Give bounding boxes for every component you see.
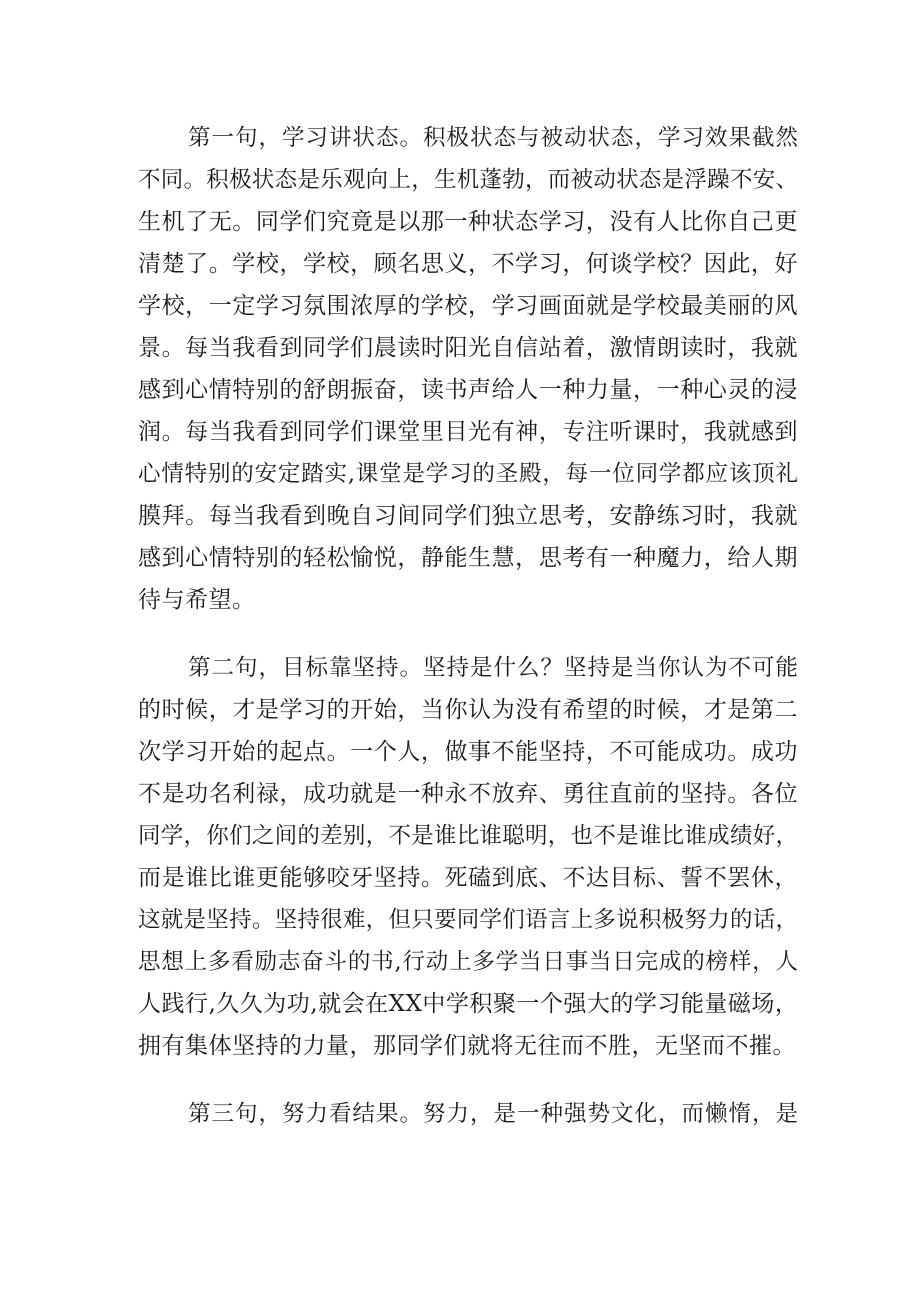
paragraph-1-line-7: 感到心情特别的舒朗振奋，读书声给人一种力量，一种心灵的浸: [138, 377, 798, 403]
paragraph-2-line-9: 人践行,久久为功,就会在XX中学积聚一个强大的学习能量磁场，: [138, 991, 799, 1017]
paragraph-2-line-7: 这就是坚持。坚持很难，但只要同学们语言上多说积极努力的话，: [138, 907, 798, 933]
paragraph-1-line-12: 待与希望。: [138, 587, 256, 613]
paragraph-1-line-10: 膜拜。每当我看到晚自习间同学们独立思考，安静练习时，我就: [138, 503, 798, 529]
paragraph-1-line-11: 感到心情特别的轻松愉悦，静能生慧，思考有一种魔力，给人期: [138, 545, 798, 571]
paragraph-2-line-3: 次学习开始的起点。一个人，做事不能坚持，不可能成功。成功: [138, 739, 798, 765]
paragraph-2-line-10: 拥有集体坚持的力量，那同学们就将无往而不胜，无坚而不摧。: [138, 1033, 796, 1059]
paragraph-2-line-2: 的时候，才是学习的开始，当你认为没有希望的时候，才是第二: [138, 697, 798, 723]
paragraph-2-line-1: 第二句，目标靠坚持。坚持是什么？坚持是当你认为不可能: [188, 655, 798, 681]
paragraph-2-line-8: 思想上多看励志奋斗的书,行动上多学当日事当日完成的榜样，人: [138, 949, 798, 975]
paragraph-1-line-1: 第一句，学习讲状态。积极状态与被动状态，学习效果截然: [188, 125, 798, 151]
paragraph-1-line-8: 润。每当我看到同学们课堂里目光有神，专注听课时，我就感到: [138, 419, 798, 445]
paragraph-1-line-2: 不同。积极状态是乐观向上，生机蓬勃，而被动状态是浮躁不安、: [138, 167, 798, 193]
paragraph-1-line-5: 学校，一定学习氛围浓厚的学校，学习画面就是学校最美丽的风: [138, 293, 798, 319]
paragraph-1-line-3: 生机了无。同学们究竟是以那一种状态学习，没有人比你自己更: [138, 209, 798, 235]
paragraph-1-line-9: 心情特别的安定踏实,课堂是学习的圣殿，每一位同学都应该顶礼: [138, 461, 798, 487]
paragraph-3-line-1: 第三句，努力看结果。努力，是一种强势文化，而懒惰，是: [188, 1101, 798, 1127]
paragraph-2-line-6: 而是谁比谁更能够咬牙坚持。死磕到底、不达目标、誓不罢休，: [138, 865, 798, 891]
paragraph-1-line-6: 景。每当我看到同学们晨读时阳光自信站着，激情朗读时，我就: [138, 335, 798, 361]
paragraph-1-line-4: 清楚了。学校，学校，顾名思义，不学习，何谈学校？因此，好: [138, 251, 798, 277]
paragraph-2-line-4: 不是功名利禄，成功就是一种永不放弃、勇往直前的坚持。各位: [138, 781, 798, 807]
paragraph-2-line-5: 同学，你们之间的差别，不是谁比谁聪明，也不是谁比谁成绩好，: [138, 823, 798, 849]
